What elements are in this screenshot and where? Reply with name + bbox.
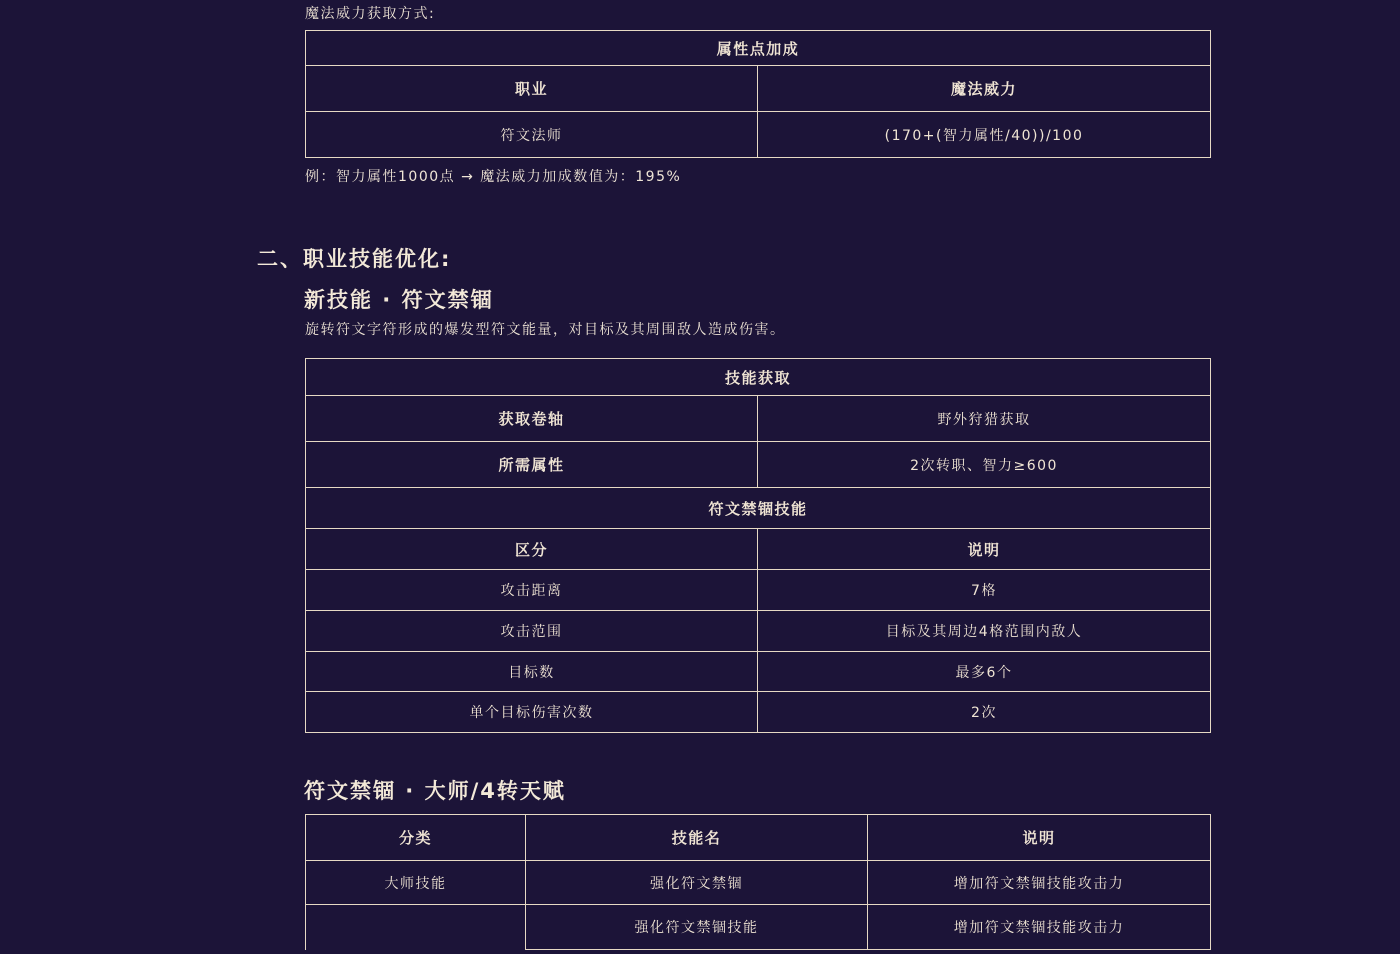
table-cell: 2次转职、智力≥600 [758,442,1211,488]
table-cell: 攻击范围 [306,611,758,652]
table-cell-label: 所需属性 [306,442,758,488]
table-header: 职业 [306,66,758,112]
table-cell: 野外狩猎获取 [758,396,1211,442]
table-cell: 增加符文禁锢技能攻击力 [868,905,1211,950]
table-cell: 攻击距离 [306,570,758,611]
skill-subheading: 新技能 · 符文禁锢 [304,288,494,312]
table-header: 说明 [868,815,1211,861]
magic-power-intro: 魔法威力获取方式: [305,6,436,22]
table-header: 说明 [758,529,1211,570]
table-header: 分类 [306,815,526,861]
table-cell: 最多6个 [758,652,1211,692]
table-header: 魔法威力 [758,66,1211,112]
table-title: 属性点加成 [306,31,1211,66]
table-title: 符文禁锢技能 [306,488,1211,529]
talent-table [305,814,1211,950]
skill-description: 旋转符文字符形成的爆发型符文能量，对目标及其周围敌人造成伤害。 [305,322,786,338]
table-cell: 增加符文禁锢技能攻击力 [868,861,1211,905]
section-heading: 二、职业技能优化: [257,247,452,271]
table-cell: 符文法师 [306,112,758,158]
table-cell: 大师技能 [306,861,526,905]
table-cell: 7格 [758,570,1211,611]
talent-heading: 符文禁锢 · 大师/4转天赋 [304,779,566,803]
table-cell: 强化符文禁锢技能 [526,905,868,950]
table-cell [306,905,526,950]
table-cell: 目标数 [306,652,758,692]
example-note: 例：智力属性1000点 → 魔法威力加成数值为：195% [305,169,682,185]
attribute-bonus-table [305,30,1211,158]
table-cell: 2次 [758,692,1211,733]
table-title: 技能获取 [306,359,1211,396]
table-cell: 目标及其周边4格范围内敌人 [758,611,1211,652]
table-cell: 强化符文禁锢 [526,861,868,905]
table-header: 区分 [306,529,758,570]
table-cell-label: 获取卷轴 [306,396,758,442]
table-cell: 单个目标伤害次数 [306,692,758,733]
skill-table [305,358,1211,733]
table-cell: (170+(智力属性/40))/100 [758,112,1211,158]
table-header: 技能名 [526,815,868,861]
